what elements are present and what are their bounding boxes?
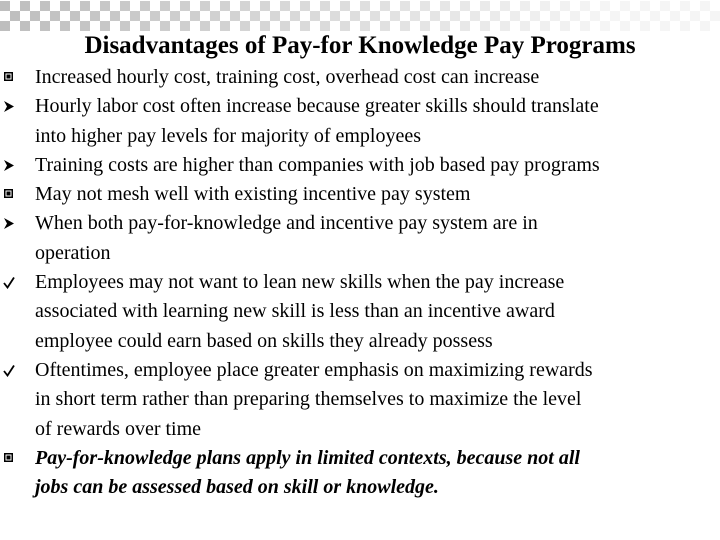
checkered-header-decoration: [0, 0, 720, 32]
list-item-line: Employees may not want to lean new skills when the pay increase: [35, 271, 565, 294]
list-item-line: Pay-for-knowledge plans apply in limited contexts, because not all: [35, 446, 580, 469]
list-item-line: Training costs are higher than companies with job based pay programs: [35, 153, 600, 176]
list-item-line: in short term rather than preparing themselves to maximize the level: [35, 388, 582, 411]
list-item-line: Oftentimes, employee place greater emphasis on maximizing rewards: [35, 358, 593, 381]
checkmark-bullet-icon: [0, 268, 30, 297]
list-item-line: When both pay-for-knowledge and incentive pay system are in: [35, 212, 538, 235]
list-item-line: May not mesh well with existing incentive pay system: [35, 183, 471, 206]
list-item-line: employee could earn based on skills they already possess: [35, 329, 493, 352]
square-bullet-icon: [0, 180, 30, 209]
list-item: [0, 356, 720, 444]
list-item: [0, 180, 720, 209]
list-item: [0, 63, 720, 92]
list-item-line: operation: [35, 241, 111, 264]
list-item: [0, 151, 720, 180]
bullet-list: [0, 63, 720, 502]
list-item: [0, 444, 720, 503]
list-item-line: of rewards over time: [35, 417, 202, 440]
checkmark-bullet-icon: [0, 356, 30, 385]
list-item-line: Increased hourly cost, training cost, overhead cost can increase: [35, 66, 540, 88]
list-item-line: associated with learning new skill is less than an incentive award: [35, 300, 555, 323]
arrow-bullet-icon: [0, 209, 30, 238]
square-bullet-icon: [0, 444, 30, 473]
arrow-bullet-icon: [0, 92, 30, 121]
list-item: [0, 268, 720, 356]
list-item-line: Hourly labor cost often increase because greater skills should translate: [35, 95, 599, 118]
list-item: [0, 92, 720, 151]
list-item-line: into higher pay levels for majority of employees: [35, 124, 422, 147]
list-item: [0, 209, 720, 268]
square-bullet-icon: [0, 63, 30, 92]
arrow-bullet-icon: [0, 151, 30, 180]
slide-title: Disadvantages of Pay-for Knowledge Pay Programs: [84, 32, 636, 59]
list-item-line: jobs can be assessed based on skill or knowledge.: [35, 476, 439, 499]
